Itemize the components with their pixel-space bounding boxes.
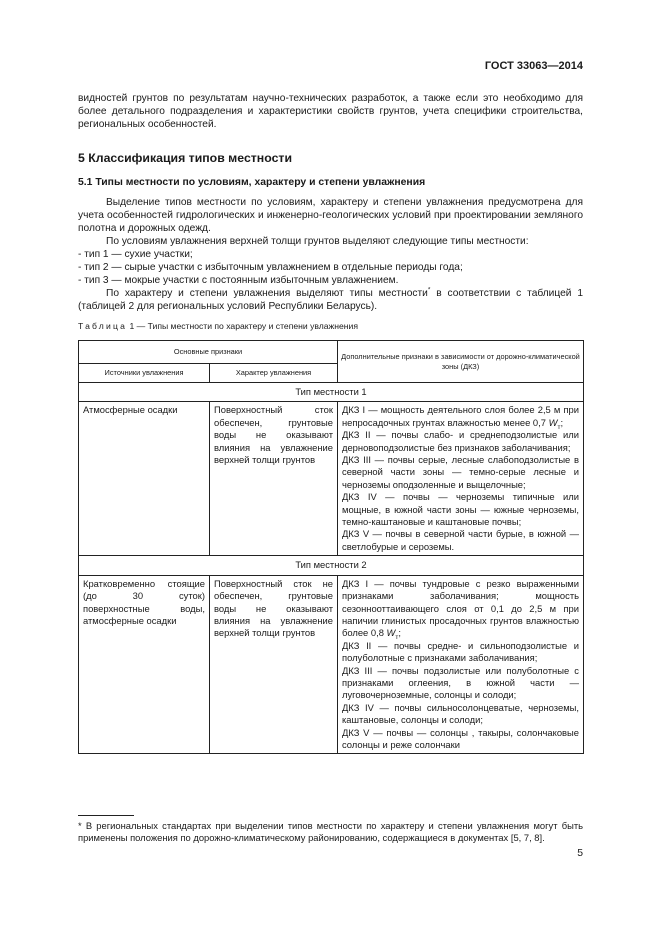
header-sources: Источники увлажнения <box>79 364 210 383</box>
type-2-source: Кратковременно стоящие (до 30 суток) поверхностные воды, атмосферные осадки <box>79 575 210 754</box>
type-1-source: Атмосферные осадки <box>79 402 210 556</box>
list-item: - тип 2 — сырые участки с избыточным увлажнением в отдельные периоды года; <box>78 262 463 273</box>
dkz-item: ДКЗ I — мощность деятельного слоя более 2,5 м при непросадочных грунтах влажностью менее 0,7 $W_т$; <box>342 404 579 431</box>
page-number: 5 <box>577 848 583 859</box>
paragraph-2: По условиям увлажнения верхней толщи грунтов выделяют следующие типы местности: <box>106 236 529 247</box>
type-2-label: Тип местности 2 <box>79 556 584 575</box>
paragraph-3-end: в соответствии с таблицей 1 (таблицей 2 для региональных условий Республики Беларусь). <box>78 288 583 312</box>
footnote-divider <box>78 815 134 816</box>
table-caption-text: 1 — Типы местности по характеру и степени увлажнения <box>127 321 359 331</box>
type-1-character: Поверхностный сток обеспечен, грунтовые воды не оказывают влияния на увлажнение верхней толщи грунтов <box>210 402 338 556</box>
footnote: * В региональных стандартах при выделении типов местности по характеру и степени увлажнения могут быть применены положения по дорожно-климатическому районированию, содержащиеся в документах [5, 7, 8]. <box>78 820 583 844</box>
table-caption-prefix: Таблица <box>78 321 128 331</box>
type-2-dkz <box>338 575 584 754</box>
header-additional: Дополнительные признаки в зависимости от дорожно-климатической зоны (ДКЗ) <box>338 341 584 383</box>
table-caption <box>78 320 583 333</box>
dkz-item: ДКЗ V — почвы в северной части бурые, в южной — светлобурые и сероземы. <box>342 528 579 552</box>
header-main-features: Основные признаки <box>79 341 338 364</box>
list-item: - тип 3 — мокрые участки с постоянным избыточным увлажнением. <box>78 275 399 286</box>
document-header: ГОСТ 33063—2014 <box>484 60 583 72</box>
table-header-row <box>79 341 584 364</box>
dkz-item: ДКЗ I — почвы тундровые с резко выраженными признаками заболачивания; мощность сезоннооттаивающего слоя от 0,1 до 2,5 м при напичии глинистых просадочных грунтов влажностью более 0,8 $W_т$; <box>342 577 579 642</box>
w-symbol: W <box>548 416 558 428</box>
type-1-dkz <box>338 402 584 556</box>
dkz-item: ДКЗ III — почвы серые, лесные слабоподзолистые в северной части зоны — темно-серые лесные и черноземы оподзоленные и выщелочные; <box>342 454 579 490</box>
section-title: 5 Классификация типов местности <box>78 151 293 165</box>
subsection-title: 5.1 Типы местности по условиям, характеру и степени увлажнения <box>78 177 426 188</box>
type-1-label: Тип местности 1 <box>79 383 584 402</box>
paragraph-3 <box>78 287 583 313</box>
w-subscript: т <box>395 634 399 642</box>
table-row <box>79 383 584 402</box>
paragraph-3-start: По характеру и степени увлажнения выделяют типы местности <box>106 288 428 299</box>
footnote-mark: * <box>427 286 431 294</box>
dkz-item: ДКЗ IV — почвы сильносолонцеватые, черноземы, каштановые, солонцы и солоди; <box>342 701 579 726</box>
w-subscript: т <box>557 423 561 431</box>
dkz-item: ДКЗ II — почвы слабо- и среднеподзолистые или дерновоподзолистые без признаков заболачивания; <box>342 429 579 453</box>
paragraph-1: Выделение типов местности по условиям, характеру и степени увлажнения предусмотрена для учета особенностей гидрологических и инженерно-геологических условий при проектировании земляного полотна и дорожных одежд. <box>78 197 583 234</box>
dkz-item: ДКЗ II — почвы средне- и сильноподзолистые и полуболотные с признаками заболачивания; <box>342 639 579 664</box>
w-symbol: W <box>386 627 396 639</box>
header-character: Характер увлажнения <box>210 364 338 383</box>
table-row <box>79 575 584 754</box>
dkz-item: ДКЗ III — почвы подзолистые или полуболотные с признаками оглеения, в южной части — луговочерноземные, солонцы и солоди; <box>342 664 579 701</box>
dkz-item: ДКЗ IV — почвы — черноземы типичные или мощные, в южной части зоны — южные черноземы, темно-каштановые и каштановые почвы; <box>342 491 579 528</box>
humidity-types-table <box>78 340 584 754</box>
type-2-character: Поверхностный сток не обеспечен, грунтовые воды не оказывают влияния на увлажнение верхней толщи грунтов <box>210 575 338 754</box>
table-row <box>79 402 584 556</box>
intro-paragraph: видностей грунтов по результатам научно-технических разработок, а также если это необходимо для более детального подразделения и характеристики свойств грунтов, учета специфики строительства, региональных особенностей. <box>78 93 583 130</box>
dkz-item: ДКЗ V — почвы — солонцы , такыры, солончаковые солонцы и реже солончаки <box>342 726 579 750</box>
table-row <box>79 556 584 575</box>
page-content <box>78 92 583 754</box>
list-item: - тип 1 — сухие участки; <box>78 249 193 260</box>
